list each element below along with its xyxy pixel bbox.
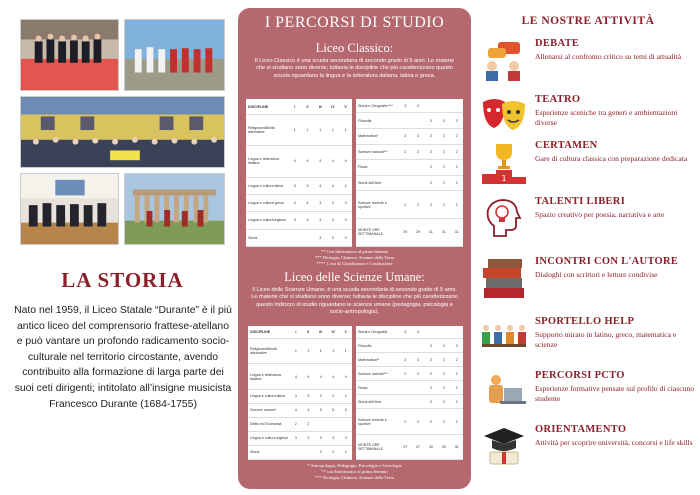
- lightbulb-head-icon: [480, 196, 528, 240]
- table-header-cell: III: [315, 326, 327, 339]
- table-cell: Storia: [246, 229, 288, 246]
- table-cell: 1: [314, 115, 327, 146]
- umane-title: Liceo delle Scienze Umane:: [284, 270, 425, 284]
- table-cell: [450, 99, 463, 113]
- table-cell: 2: [450, 144, 463, 160]
- table-cell: 1: [327, 115, 340, 146]
- table-cell: [399, 339, 412, 353]
- activity-teatro: [480, 94, 695, 142]
- photo-volleyball-team: [20, 19, 119, 91]
- table-cell: 4: [290, 403, 302, 417]
- table-cell: 2: [424, 175, 437, 191]
- table-cell: 5: [339, 403, 352, 417]
- photo-classroom: [20, 173, 119, 245]
- table-cell: [339, 417, 352, 431]
- table-cell: 2: [315, 445, 327, 459]
- table-row: [248, 389, 352, 403]
- table-header-row: [248, 326, 352, 339]
- books-icon: [480, 256, 528, 300]
- table-cell: [412, 113, 425, 129]
- table-cell: 2: [437, 353, 450, 367]
- table-cell: [412, 339, 425, 353]
- table-cell: [399, 175, 412, 191]
- table-cell: 4: [339, 146, 352, 177]
- trophy-podium-icon: [480, 140, 528, 184]
- table-cell: 4: [302, 403, 314, 417]
- activity-debate: [480, 38, 695, 86]
- table-cell: 3: [339, 229, 352, 246]
- table-cell: 2: [412, 409, 425, 434]
- table-cell: Lingua e letteratura italiana: [248, 364, 290, 389]
- table-cell: 2: [327, 445, 339, 459]
- table-row: [356, 99, 463, 113]
- table-cell: Lingua e letteratura italiana: [246, 146, 288, 177]
- table-row: [356, 218, 463, 246]
- table-cell: 1: [339, 115, 352, 146]
- attivita-title: LE NOSTRE ATTIVITÀ: [521, 15, 655, 27]
- table-cell: 2: [450, 128, 463, 144]
- table-cell: Lingua e cultura latina: [248, 389, 290, 403]
- table-cell: 2: [437, 409, 450, 434]
- table-row: [356, 367, 463, 381]
- activity-desc: Attività per scoprire università, concorsi e life skills: [535, 438, 693, 447]
- table-row: [356, 128, 463, 144]
- table-cell: 5: [315, 403, 327, 417]
- table-header-cell: III: [314, 99, 327, 115]
- table-cell: Storia e Geografia****: [356, 99, 399, 113]
- table-cell: [412, 381, 425, 395]
- table-cell: 2: [437, 175, 450, 191]
- umane-note-2: ** con Informatica al primo biennio: [321, 469, 388, 474]
- graduation-cap-icon: [480, 424, 528, 468]
- table-cell: [437, 99, 450, 113]
- activity-incontri: [480, 256, 695, 304]
- table-header-row: [246, 99, 352, 115]
- table-cell: 3: [339, 212, 352, 229]
- table-cell: 3: [424, 339, 437, 353]
- table-cell: 4: [327, 364, 339, 389]
- activity-talenti: [480, 196, 695, 244]
- activity-title: PERCORSI PCTO: [535, 370, 625, 381]
- table-cell: 3: [412, 99, 425, 113]
- table-cell: [412, 160, 425, 176]
- table-cell: 2: [424, 128, 437, 144]
- classico-table-right: [356, 99, 463, 247]
- table-cell: 2: [450, 367, 463, 381]
- table-row: [246, 115, 352, 146]
- table-cell: 31: [424, 218, 437, 246]
- activity-desc: Gare di cultura classica con preparazione dedicata: [535, 154, 688, 163]
- activity-title: TEATRO: [535, 94, 581, 105]
- table-row: [356, 381, 463, 395]
- table-cell: 1: [290, 339, 302, 364]
- table-cell: 30: [424, 434, 437, 459]
- table-cell: 4: [301, 146, 314, 177]
- classico-note-3: **** 1 ora di Cittadinanza e Costituzione: [316, 261, 393, 266]
- table-row: [248, 403, 352, 417]
- classico-note-1: ** Con Informatica al primo biennio: [320, 249, 389, 254]
- table-cell: [327, 417, 339, 431]
- table-cell: Matematica**: [356, 353, 399, 367]
- table-cell: 4: [314, 177, 327, 194]
- table-row: [356, 434, 463, 459]
- table-cell: [288, 229, 301, 246]
- table-cell: 3: [412, 128, 425, 144]
- table-cell: [399, 381, 412, 395]
- table-cell: 2: [424, 191, 437, 219]
- table-cell: 3: [437, 113, 450, 129]
- table-cell: 3: [399, 353, 412, 367]
- table-cell: 2: [412, 367, 425, 381]
- table-cell: 2: [450, 175, 463, 191]
- table-cell: Storia e Geografia: [356, 326, 399, 339]
- table-cell: 3: [302, 431, 314, 445]
- table-cell: 2: [339, 389, 352, 403]
- table-cell: 3: [450, 113, 463, 129]
- table-cell: [399, 160, 412, 176]
- table-cell: 4: [339, 177, 352, 194]
- table-cell: 4: [301, 194, 314, 211]
- umane-table-left: [248, 326, 352, 460]
- table-cell: Diritto ed Economia: [248, 417, 290, 431]
- activity-pcto: [480, 370, 695, 418]
- table-cell: 2: [339, 445, 352, 459]
- table-cell: 2: [315, 389, 327, 403]
- activity-desc: Allenarsi al confronto critico su temi di attualità: [535, 52, 682, 61]
- table-cell: 3: [290, 389, 302, 403]
- activity-desc: Esperienze sceniche tra generi e ambientazioni diverse: [535, 108, 678, 127]
- table-cell: 2: [437, 395, 450, 409]
- table-cell: 3: [399, 326, 412, 339]
- table-cell: [450, 326, 463, 339]
- table-cell: 3: [288, 212, 301, 229]
- table-cell: 3: [399, 99, 412, 113]
- activity-sportello: [480, 316, 695, 364]
- table-cell: 3: [437, 339, 450, 353]
- table-cell: 2: [437, 144, 450, 160]
- table-cell: 31: [450, 218, 463, 246]
- table-cell: 3: [290, 431, 302, 445]
- table-row: [356, 326, 463, 339]
- table-cell: Scienze umane*: [248, 403, 290, 417]
- table-cell: Fisica: [356, 381, 399, 395]
- table-cell: [424, 326, 437, 339]
- table-cell: Lingua e cultura greca: [246, 194, 288, 211]
- storia-text: Nato nel 1959, il Liceo Statale “Durante” è il più antico liceo del comprensorio frattese-atellano e può vantare un profondo radicamento socio-culturale nel territorio circostante, avendo contribuito alla formazione di larga parte dei suoi ceti dirigenti; intitolato all’insigne musicista Francesco Durante (1684-1755): [14, 305, 232, 410]
- table-row: [246, 229, 352, 246]
- table-cell: Lingua e cultura inglese: [246, 212, 288, 229]
- table-row: [248, 364, 352, 389]
- table-row: [356, 339, 463, 353]
- activity-title: CERTAMEN: [535, 140, 598, 151]
- table-cell: 4: [314, 146, 327, 177]
- table-cell: [290, 445, 302, 459]
- table-cell: 1: [339, 339, 352, 364]
- table-cell: 2: [450, 160, 463, 176]
- table-cell: 3: [399, 128, 412, 144]
- table-cell: 3: [315, 431, 327, 445]
- table-cell: 27: [399, 434, 412, 459]
- debate-icon: [480, 38, 528, 82]
- table-header-cell: I: [288, 99, 301, 115]
- activity-orientamento: [480, 424, 695, 472]
- table-cell: 27: [412, 434, 425, 459]
- table-cell: 3: [412, 326, 425, 339]
- table-cell: Storia dell'Arte: [356, 395, 399, 409]
- activity-desc: Supporto mirato in latino, greco, matematica e scienze: [535, 330, 677, 349]
- table-cell: 29: [399, 218, 412, 246]
- table-header-cell: V: [339, 326, 352, 339]
- table-cell: Scienze motorie e sportive: [356, 409, 399, 434]
- table-row: [246, 212, 352, 229]
- table-header-cell: II: [301, 99, 314, 115]
- table-cell: 2: [424, 409, 437, 434]
- table-row: [356, 113, 463, 129]
- table-row: [356, 191, 463, 219]
- table-cell: 4: [315, 364, 327, 389]
- svg-text:1: 1: [501, 174, 507, 183]
- table-cell: 2: [302, 417, 314, 431]
- table-cell: 3: [314, 212, 327, 229]
- photo-group-outdoor: [124, 19, 225, 91]
- table-cell: 1: [288, 115, 301, 146]
- percorsi-title: I PERCORSI DI STUDIO: [264, 14, 445, 31]
- students-icon: [480, 316, 528, 360]
- photo-school-courtyard: [20, 96, 225, 168]
- table-cell: Matematica*: [356, 128, 399, 144]
- table-cell: 4: [327, 177, 340, 194]
- table-row: [356, 353, 463, 367]
- table-cell: 1: [302, 339, 314, 364]
- table-header-cell: V: [339, 99, 352, 115]
- table-cell: 2: [424, 367, 437, 381]
- umane-table-right: [356, 326, 463, 460]
- table-cell: Storia: [248, 445, 290, 459]
- activity-desc: Dialoghi con scrittori e letture condivise: [535, 270, 658, 279]
- table-cell: 2: [412, 144, 425, 160]
- table-header-cell: DISCIPLINE: [248, 326, 290, 339]
- table-cell: 2: [437, 367, 450, 381]
- table-row: [246, 146, 352, 177]
- table-header-cell: II: [302, 326, 314, 339]
- table-cell: 30: [437, 434, 450, 459]
- activity-title: DEBATE: [535, 38, 580, 49]
- classico-table-left: [246, 99, 352, 247]
- table-cell: 3: [412, 353, 425, 367]
- table-header-cell: IV: [327, 99, 340, 115]
- table-cell: 2: [450, 191, 463, 219]
- table-cell: MONTE ORE SETTIMANALE: [356, 434, 399, 459]
- umane-text: Il Liceo delle Scienze Umane, è una scuola secondaria di secondo grado di 5 anni. Le materie che si studiano sono diverse; tuttavia le discipline che più caratterizzano questo indirizzo di studio riguardano le scienze umane (pedagogia, psicologia e socio-antropologia).: [251, 287, 458, 316]
- table-cell: Lingua e cultura inglese: [248, 431, 290, 445]
- table-row: [356, 395, 463, 409]
- table-cell: 3: [327, 229, 340, 246]
- table-row: [248, 417, 352, 431]
- table-cell: 3: [302, 389, 314, 403]
- table-cell: 3: [327, 194, 340, 211]
- table-cell: 3: [301, 212, 314, 229]
- activity-certamen: [480, 140, 695, 188]
- table-cell: Scienze naturali***: [356, 144, 399, 160]
- table-cell: 5: [327, 403, 339, 417]
- table-cell: [424, 99, 437, 113]
- table-row: [246, 177, 352, 194]
- table-cell: MONTE ORE SETTIMANALE: [356, 218, 399, 246]
- table-row: [248, 445, 352, 459]
- table-row: [248, 431, 352, 445]
- storia-title: LA STORIA: [61, 268, 184, 292]
- table-cell: 2: [327, 389, 339, 403]
- table-cell: 2: [437, 191, 450, 219]
- table-cell: 3: [327, 212, 340, 229]
- table-cell: 31: [437, 218, 450, 246]
- table-cell: Religione/Attività alternative: [248, 339, 290, 364]
- table-cell: 1: [327, 339, 339, 364]
- table-cell: 2: [450, 409, 463, 434]
- table-cell: [399, 395, 412, 409]
- photo-temple-ruins: [124, 173, 225, 245]
- activity-desc: Spazio creativo per poesia, narrativa e arte: [535, 210, 665, 219]
- table-cell: 5: [301, 177, 314, 194]
- table-cell: 29: [412, 218, 425, 246]
- table-cell: [412, 395, 425, 409]
- table-cell: 4: [302, 364, 314, 389]
- laptop-person-icon: [480, 370, 528, 414]
- table-cell: 4: [327, 146, 340, 177]
- table-cell: 4: [339, 364, 352, 389]
- table-cell: 2: [412, 191, 425, 219]
- table-cell: 3: [327, 431, 339, 445]
- table-header-cell: I: [290, 326, 302, 339]
- table-cell: Scienze naturali***: [356, 367, 399, 381]
- table-cell: Filosofia: [356, 113, 399, 129]
- table-cell: 2: [399, 144, 412, 160]
- table-row: [356, 144, 463, 160]
- table-cell: 3: [450, 339, 463, 353]
- table-cell: 30: [450, 434, 463, 459]
- classico-notes: [238, 249, 471, 267]
- table-row: [356, 160, 463, 176]
- percorsi-panel: [238, 8, 471, 489]
- table-cell: 2: [437, 160, 450, 176]
- classico-note-2: *** Biologia, Chimica, Scienze della Terra: [314, 255, 395, 260]
- table-cell: 2: [424, 160, 437, 176]
- table-cell: [301, 229, 314, 246]
- table-cell: 2: [399, 367, 412, 381]
- table-cell: 1: [315, 339, 327, 364]
- table-cell: 2: [437, 381, 450, 395]
- table-cell: [412, 175, 425, 191]
- table-cell: 3: [339, 431, 352, 445]
- table-cell: 2: [399, 191, 412, 219]
- activity-title: SPORTELLO HELP: [535, 316, 635, 327]
- table-row: [356, 175, 463, 191]
- table-header-cell: IV: [327, 326, 339, 339]
- table-cell: 2: [399, 409, 412, 434]
- activity-title: TALENTI LIBERI: [535, 196, 626, 207]
- umane-notes: [238, 463, 471, 481]
- table-cell: [302, 445, 314, 459]
- table-cell: 3: [424, 113, 437, 129]
- table-cell: 4: [288, 194, 301, 211]
- table-header-cell: DISCIPLINE: [246, 99, 288, 115]
- activity-title: ORIENTAMENTO: [535, 424, 627, 435]
- table-cell: 1: [301, 115, 314, 146]
- table-cell: 2: [424, 381, 437, 395]
- table-cell: Filosofia: [356, 339, 399, 353]
- activity-desc: Esperienze formative pensate sul profilo di ciascuno studente: [535, 384, 694, 403]
- table-row: [356, 409, 463, 434]
- table-cell: 4: [288, 146, 301, 177]
- table-cell: 2: [424, 144, 437, 160]
- table-cell: Storia dell'Arte: [356, 175, 399, 191]
- table-cell: Scienze motorie e sportive: [356, 191, 399, 219]
- umane-note-1: * Antropologia, Pedagogia, Psicologia e Sociologia: [307, 463, 402, 468]
- table-cell: Lingua e cultura latina: [246, 177, 288, 194]
- table-cell: 3: [339, 194, 352, 211]
- classico-title: Liceo Classico:: [315, 41, 394, 55]
- table-cell: 2: [424, 395, 437, 409]
- table-cell: 3: [314, 194, 327, 211]
- table-cell: 2: [450, 353, 463, 367]
- table-cell: Fisica: [356, 160, 399, 176]
- table-cell: 2: [450, 381, 463, 395]
- umane-note-3: *** Biologia, Chimica, Scienze della Terra: [314, 475, 395, 480]
- table-cell: Religione/Attività alternative: [246, 115, 288, 146]
- theatre-masks-icon: [480, 94, 528, 138]
- table-cell: 2: [424, 353, 437, 367]
- table-cell: 2: [437, 128, 450, 144]
- table-cell: 2: [450, 395, 463, 409]
- table-cell: 5: [288, 177, 301, 194]
- table-cell: 2: [290, 417, 302, 431]
- table-cell: [315, 417, 327, 431]
- table-row: [246, 194, 352, 211]
- table-cell: 3: [314, 229, 327, 246]
- classico-text: Il Liceo Classico è una scuola secondaria di secondo grado di 5 anni. Le materie che si studiano sono diverse; tuttavia le discipline che più caratterizzano questo scuola riguardano la lingua e la letteratura italiana, latina e greca.: [254, 58, 455, 79]
- activity-title: INCONTRI CON L'AUTORE: [535, 256, 679, 267]
- table-cell: [399, 113, 412, 129]
- table-row: [248, 339, 352, 364]
- table-cell: 4: [290, 364, 302, 389]
- table-cell: [437, 326, 450, 339]
